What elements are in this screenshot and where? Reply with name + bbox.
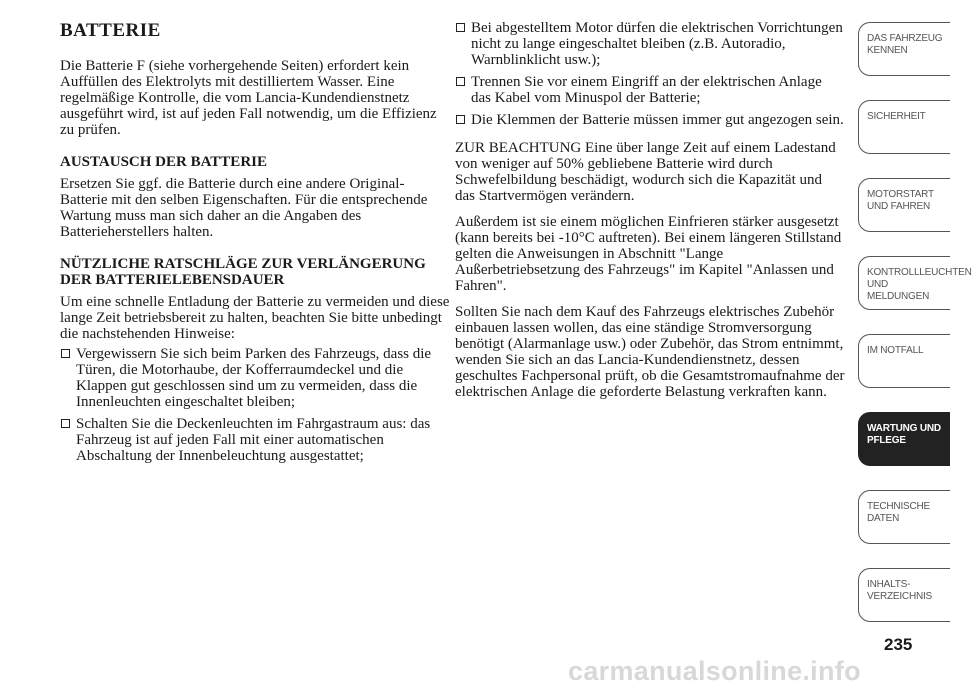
tab-label: KONTROLLLEUCHTEN UND MELDUNGEN — [867, 267, 972, 302]
replace-battery-heading: AUSTAUSCH DER BATTERIE — [60, 154, 267, 170]
watermark: carmanualsonline.info — [568, 656, 861, 686]
checkbox-bullet-icon — [456, 77, 465, 86]
list-item-text: Trennen Sie vor einem Eingriff an der elektrischen Anlage das Kabel vom Minuspol der Batterie; — [471, 74, 822, 106]
checkbox-bullet-icon — [61, 349, 70, 358]
list-item-text: Bei abgestelltem Motor dürfen die elektrischen Vorrichtungen nicht zu lange eingeschaltet bleiben (z.B. Autoradio, Warnblinklicht usw.); — [471, 20, 843, 68]
list-item — [455, 112, 845, 128]
right-bullet-list — [455, 20, 845, 128]
tab-kontrollleuchten[interactable] — [858, 256, 972, 310]
tab-label: TECHNISCHE DATEN — [867, 501, 931, 524]
frost-text: Außerdem ist sie einem möglichen Einfrieren stärker ausgesetzt (kann bereits bei -10°C auftreten). Bei einem längeren Stillstand gelten die Anweisungen in Abschnitt "Lange Außerbetriebsetzung des Fahrzeugs" im Kapitel "Anlassen und Fahren". — [455, 214, 842, 294]
section-title: BATTERIE — [60, 20, 161, 41]
accessories-text: Sollten Sie nach dem Kauf des Fahrzeugs elektrisches Zubehör einbauen lassen wollen, das eine ständige Stromversorgung benötigt (Alarmanlage usw.) oder Zubehör, das Strom entnimmt, wenden Sie sich an das Lancia-Kundendienstnetz, dessen geschultes Fachpersonal prüft, ob die Gesamtstromaufnahme der elektrischen Anlage die geforderte Belastung verkraften kann. — [455, 304, 845, 400]
tab-wartung-und-pflege[interactable] — [858, 412, 950, 466]
note-text: ZUR BEACHTUNG Eine über lange Zeit auf einem Ladestand von weniger auf 50% gebliebene Batterie wird durch Schwefelbildung beschädigt, wodurch sich die Kapazität und das Startvermögen verändern. — [455, 140, 836, 204]
checkbox-bullet-icon — [456, 23, 465, 32]
battery-tips-intro: Um eine schnelle Entladung der Batterie zu vermeiden und diese lange Zeit betriebsbereit zu halten, beachten Sie bitte unbedingt die nachstehenden Hinweise: — [60, 294, 450, 342]
battery-tips-heading: NÜTZLICHE RATSCHLÄGE ZUR VERLÄNGERUNG DER BATTERIELEBENSDAUER — [60, 256, 426, 288]
replace-battery-text: Ersetzen Sie ggf. die Batterie durch eine andere Original-Batterie mit den selben Eigenschaften. Für die entsprechende Wartung muss man sich daher an die Angaben des Batterieherstellers halten. — [60, 176, 428, 240]
tab-label: WARTUNG UND PFLEGE — [867, 423, 941, 446]
battery-intro-text: Die Batterie F (siehe vorhergehende Seiten) erfordert kein Auffüllen des Elektrolyts mit destilliertem Wasser. Eine regelmäßige Kontrolle, die vom Lancia-Kundendienstnetz ausgeführt wird, ist auf jeden Fall notwendig, um die Effizienz zu prüfen. — [60, 58, 437, 138]
right-column — [455, 20, 845, 410]
tab-label: INHALTS-VERZEICHNIS — [867, 579, 933, 602]
tab-motorstart-und-fahren[interactable] — [858, 178, 950, 232]
tab-das-fahrzeug-kennen[interactable] — [858, 22, 950, 76]
list-item — [60, 346, 450, 410]
tab-technische-daten[interactable] — [858, 490, 950, 544]
tab-inhaltsverzeichnis[interactable] — [858, 568, 950, 622]
left-bullet-list — [60, 346, 450, 464]
tab-sicherheit[interactable] — [858, 100, 950, 154]
left-column — [60, 20, 450, 470]
list-item-text: Schalten Sie die Deckenleuchten im Fahrgastraum aus: das Fahrzeug ist auf jeden Fall mit einer automatischen Abschaltung der Innenbeleuchtung ausgestattet; — [76, 416, 431, 464]
checkbox-bullet-icon — [456, 115, 465, 124]
page-number: 235 — [884, 635, 913, 654]
tab-label: DAS FAHRZEUG KENNEN — [867, 33, 943, 56]
tab-label: IM NOTFALL — [867, 345, 924, 356]
tab-label: MOTORSTART UND FAHREN — [867, 189, 934, 212]
list-item — [455, 20, 845, 68]
chapter-sidebar — [858, 22, 972, 628]
list-item — [60, 416, 450, 464]
checkbox-bullet-icon — [61, 419, 70, 428]
list-item-text: Vergewissern Sie sich beim Parken des Fahrzeugs, dass die Türen, die Motorhaube, der Kofferraumdeckel und die Klappen gut geschlossen sind um zu vermeiden, dass die Innenleuchten eingeschaltet bleiben; — [76, 346, 432, 410]
list-item-text: Die Klemmen der Batterie müssen immer gut angezogen sein. — [471, 112, 844, 128]
tab-label: SICHERHEIT — [867, 111, 926, 122]
list-item — [455, 74, 845, 106]
tab-im-notfall[interactable] — [858, 334, 950, 388]
